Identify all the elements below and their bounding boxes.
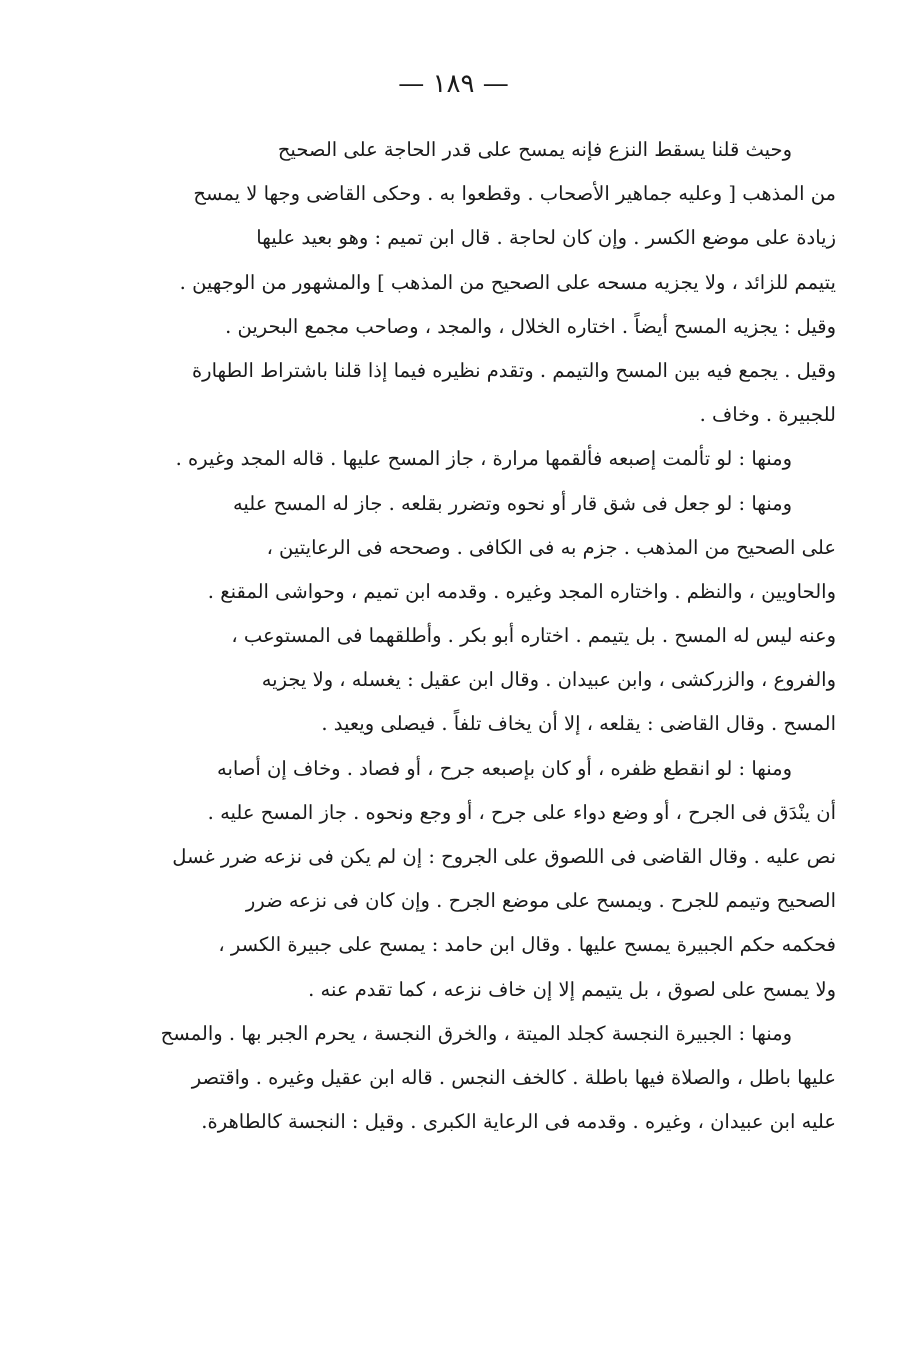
paragraph-1: [156, 128, 836, 437]
text-line: المسح . وقال القاضى : يقلعه ، إلا أن يخاف تلفاً . فيصلى ويعيد .: [321, 712, 836, 736]
text-line: والفروع ، والزركشى ، وابن عبيدان . وقال ابن عقيل : يغسله ، ولا يجزيه: [261, 668, 836, 692]
text-line: وقيل . يجمع فيه بين المسح والتيمم . وتقدم نظيره فيما إذا قلنا باشتراط الطهارة: [191, 358, 836, 382]
text-line: زيادة على موضع الكسر . وإن كان لحاجة . قال ابن تميم : وهو بعيد عليها: [256, 226, 836, 250]
page-number: — ١٨٩ —: [398, 69, 509, 99]
text-line: الصحيح وتيمم للجرح . ويمسح على موضع الجرح . وإن كان فى نزعه ضرر: [245, 889, 836, 913]
text-line: للجبيرة . وخاف .: [699, 403, 836, 427]
paragraph-4: [156, 747, 836, 1012]
text-line: فحكمه حكم الجبيرة يمسح عليها . وقال ابن حامد : يمسح على جبيرة الكسر ،: [218, 933, 836, 957]
text-line: عليها باطل ، والصلاة فيها باطلة . كالخف النجس . قاله ابن عقيل وغيره . واقتصر: [191, 1065, 836, 1089]
text-line: عليه ابن عبيدان ، وغيره . وقدمه فى الرعاية الكبرى . وقيل : النجسة كالطاهرة.: [201, 1110, 836, 1134]
text-line: وقيل : يجزيه المسح أيضاً . اختاره الخلال ، والمجد ، وصاحب مجمع البحرين .: [225, 314, 836, 338]
text-line: أن ينْدَق فى الجرح ، أو وضع دواء على جرح ، أو وجع ونحوه . جاز المسح عليه .: [207, 800, 836, 824]
text-line: ومنها : لو انقطع ظفره ، أو كان بإصبعه جرح ، أو فصاد . وخاف إن أصابه: [217, 756, 792, 780]
text-line: ولا يمسح على لصوق ، بل يتيمم إلا إن خاف نزعه ، كما تقدم عنه .: [308, 977, 836, 1001]
text-line: ومنها : لو تألمت إصبعه فألقمها مرارة ، جاز المسح عليها . قاله المجد وغيره .: [175, 447, 792, 471]
paragraph-3: [156, 482, 836, 747]
text-line: يتيمم للزائد ، ولا يجزيه مسحه على الصحيح من المذهب ] والمشهور من الوجهين .: [179, 270, 836, 294]
body-text: [156, 128, 836, 1144]
paragraph-2: [156, 437, 836, 481]
text-line: على الصحيح من المذهب . جزم به فى الكافى . وصححه فى الرعايتين ،: [266, 535, 836, 559]
text-line: ومنها : الجبيرة النجسة كجلد الميتة ، والخرق النجسة ، يحرم الجبر بها . والمسح: [160, 1021, 792, 1045]
text-line: ومنها : لو جعل فى شق قار أو نحوه وتضرر بقلعه . جاز له المسح عليه: [232, 491, 792, 515]
text-line: وحيث قلنا يسقط النزع فإنه يمسح على قدر الحاجة على الصحيح: [277, 138, 792, 161]
text-line: وعنه ليس له المسح . بل يتيمم . اختاره أبو بكر . وأطلقهما فى المستوعب ،: [231, 624, 836, 648]
text-line: من المذهب [ وعليه جماهير الأصحاب . وقطعوا به . وحكى القاضى وجها لا يمسح: [193, 182, 836, 206]
paragraph-5: [156, 1012, 836, 1145]
text-line: نص عليه . وقال القاضى فى اللصوق على الجروح : إن لم يكن فى نزعه ضرر غسل: [172, 845, 836, 868]
text-line: والحاويين ، والنظم . واختاره المجد وغيره . وقدمه ابن تميم ، وحواشى المقنع .: [207, 579, 836, 603]
